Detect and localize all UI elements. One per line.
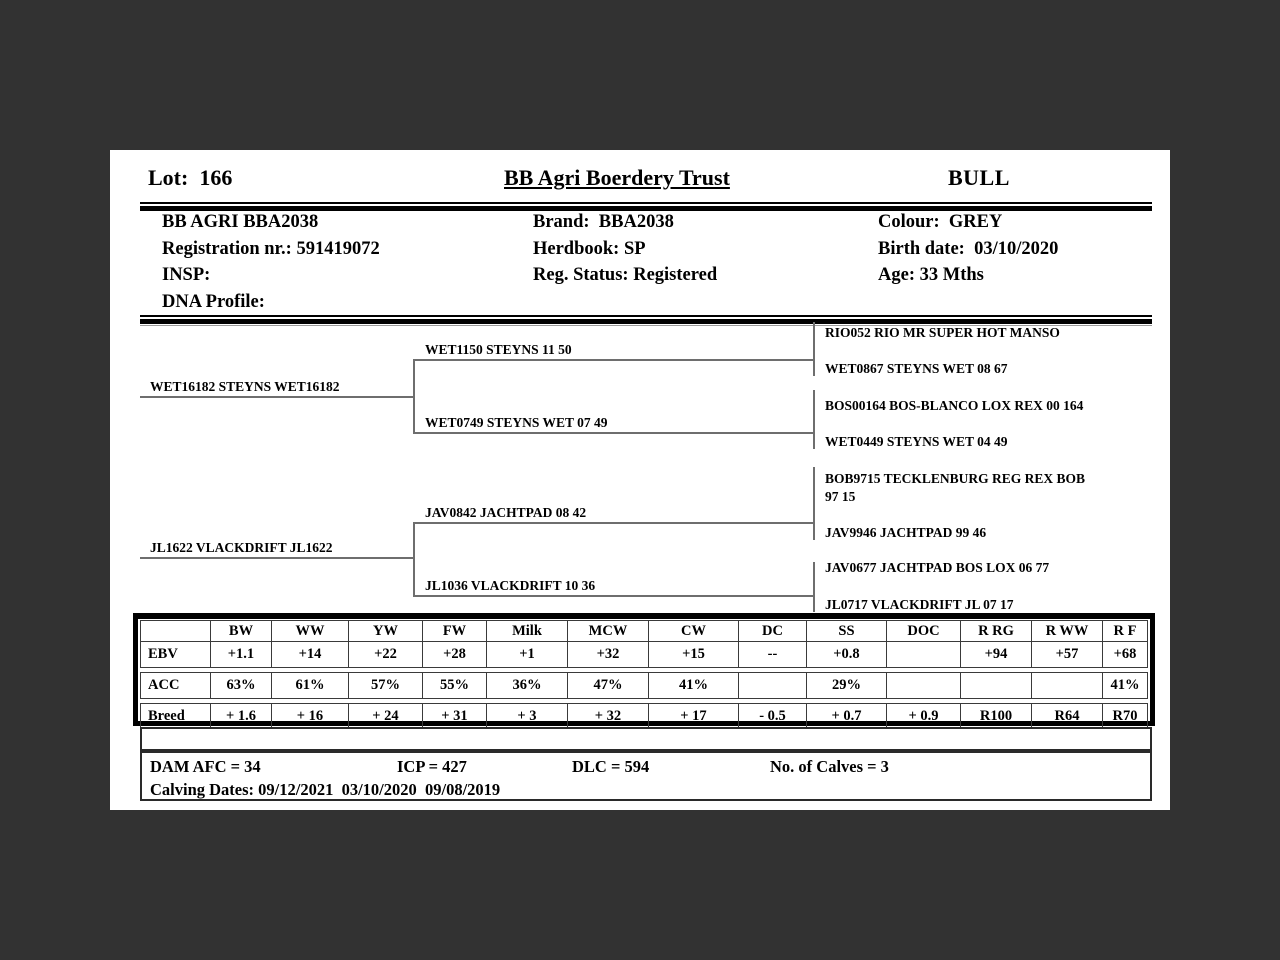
ebv-row-label: EBV (141, 642, 211, 668)
ebv-header-cell: DOC (887, 621, 961, 642)
insp: INSP: (162, 265, 211, 285)
ebv-cell: +32 (568, 642, 649, 668)
ebv-header-cell: R RG (961, 621, 1032, 642)
reg-status: Reg. Status: Registered (533, 265, 718, 285)
ebv-header-cell: DC (739, 621, 807, 642)
lot-number: Lot: 166 (148, 165, 233, 190)
ebv-cell: +57 (1032, 642, 1103, 668)
breed-cell: R70 (1103, 704, 1148, 730)
acc-row-label: ACC (141, 673, 211, 699)
dam-afc: DAM AFC = 34 (150, 757, 261, 776)
ebv-header-cell: R F (1103, 621, 1148, 642)
ebv-cell: +1 (487, 642, 568, 668)
details-row (162, 265, 1152, 292)
pedigree-dam: JL1622 VLACKDRIFT JL1622 (150, 540, 333, 555)
pedigree-great-grandparent: RIO052 RIO MR SUPER HOT MANSO (825, 325, 1060, 340)
acc-cell (1032, 673, 1103, 699)
animal-type-label: BULL (948, 165, 1010, 190)
ebv-header-cell: BW (211, 621, 272, 642)
acc-cell: 29% (807, 673, 887, 699)
dam-stats-row (150, 757, 1150, 780)
pedigree-great-grandparent: JAV0677 JACHTPAD BOS LOX 06 77 (825, 560, 1050, 575)
pedigree-great-grandparent: WET0867 STEYNS WET 08 67 (825, 361, 1008, 376)
ebv-header-cell: YW (349, 621, 423, 642)
dam-dlc: DLC = 594 (572, 757, 650, 776)
double-rule-top (140, 202, 1152, 211)
empty-row-box (140, 727, 1152, 751)
registration-number: Registration nr.: 591419072 (162, 238, 380, 259)
pedigree-connector (813, 390, 815, 449)
breed-row (141, 704, 1148, 730)
breed-cell: + 0.9 (887, 704, 961, 730)
pedigree-line (140, 557, 413, 559)
details-row (162, 212, 1152, 239)
pedigree-dam-dam: JL1036 VLACKDRIFT 10 36 (425, 578, 596, 593)
breed-cell: R100 (961, 704, 1032, 730)
pedigree-great-grandparent: JL0717 VLACKDRIFT JL 07 17 (825, 597, 1014, 612)
ebv-cell: +0.8 (807, 642, 887, 668)
acc-row (141, 673, 1148, 699)
breed-cell: + 32 (568, 704, 649, 730)
dna-profile: DNA Profile: (162, 291, 265, 312)
acc-cell (887, 673, 961, 699)
ebv-cell: +68 (1103, 642, 1148, 668)
acc-cell (739, 673, 807, 699)
acc-cell: 36% (487, 673, 568, 699)
ebv-cell: -- (739, 642, 807, 668)
ebv-header-cell: SS (807, 621, 887, 642)
pedigree-connector (413, 359, 415, 432)
acc-cell (961, 673, 1032, 699)
breed-cell: + 16 (272, 704, 349, 730)
catalog-page (110, 150, 1170, 810)
pedigree-sire-dam: WET0749 STEYNS WET 07 49 (425, 415, 608, 430)
breed-table (140, 703, 1148, 730)
ebv-header-cell: R WW (1032, 621, 1103, 642)
header-row (110, 165, 1170, 201)
pedigree-great-grandparent: WET0449 STEYNS WET 04 49 (825, 434, 1008, 449)
pedigree-great-grandparent: JAV9946 JACHTPAD 99 46 (825, 525, 987, 540)
herdbook: Herdbook: SP (533, 238, 646, 259)
acc-cell: 41% (649, 673, 739, 699)
ebv-table-box (133, 613, 1155, 726)
ebv-header-cell: FW (423, 621, 487, 642)
pedigree-connector (413, 522, 415, 595)
pedigree-connector (813, 467, 815, 540)
pedigree-sire: WET16182 STEYNS WET16182 (150, 379, 340, 394)
age: Age: 33 Mths (878, 265, 984, 285)
brand: Brand: BBA2038 (533, 212, 674, 232)
dam-icp: ICP = 427 (397, 757, 467, 776)
pedigree-sire-sire: WET1150 STEYNS 11 50 (425, 342, 572, 357)
pedigree-great-grandparent: BOB9715 TECKLENBURG REG REX BOB 97 15 (825, 471, 1086, 504)
ebv-header-cell (141, 621, 211, 642)
ebv-cell: +1.1 (211, 642, 272, 668)
breed-cell: - 0.5 (739, 704, 807, 730)
breed-cell: + 17 (649, 704, 739, 730)
ebv-cell (887, 642, 961, 668)
ebv-header-cell: Milk (487, 621, 568, 642)
breed-cell: + 3 (487, 704, 568, 730)
pedigree-line (413, 432, 813, 434)
ebv-header-cell: CW (649, 621, 739, 642)
ebv-header-cell: WW (272, 621, 349, 642)
calving-dates: Calving Dates: 09/12/2021 03/10/2020 09/08/2019 (150, 780, 501, 799)
pedigree-dam-sire: JAV0842 JACHTPAD 08 42 (425, 505, 587, 520)
breed-cell: R64 (1032, 704, 1103, 730)
dam-info-box (140, 751, 1152, 801)
pedigree-great-grandparent: BOS00164 BOS-BLANCO LOX REX 00 164 (825, 398, 1084, 413)
ebv-cell: +14 (272, 642, 349, 668)
acc-cell: 47% (568, 673, 649, 699)
pedigree-line (413, 522, 813, 524)
animal-details (162, 212, 1152, 318)
pedigree-line (140, 396, 413, 398)
breed-cell: + 24 (349, 704, 423, 730)
acc-cell: 55% (423, 673, 487, 699)
ebv-cell: +15 (649, 642, 739, 668)
ebv-cell: +22 (349, 642, 423, 668)
acc-cell: 57% (349, 673, 423, 699)
birth-date: Birth date: 03/10/2020 (878, 238, 1059, 259)
pedigree-line (413, 595, 813, 597)
ebv-cell: +94 (961, 642, 1032, 668)
acc-cell: 63% (211, 673, 272, 699)
colour: Colour: GREY (878, 212, 1003, 232)
ebv-row (141, 642, 1148, 668)
breed-cell: + 0.7 (807, 704, 887, 730)
breed-cell: + 31 (423, 704, 487, 730)
ebv-header-cell: MCW (568, 621, 649, 642)
breeder-title: BB Agri Boerdery Trust (504, 165, 730, 190)
pedigree-connector (813, 562, 815, 612)
ebv-header-row (141, 621, 1148, 642)
details-row (162, 239, 1152, 266)
pedigree-line (413, 359, 813, 361)
ebv-header-table (140, 620, 1148, 668)
pedigree-connector (813, 322, 815, 376)
ebv-cell: +28 (423, 642, 487, 668)
pedigree-chart (110, 322, 1170, 613)
acc-table (140, 672, 1148, 699)
breed-cell: + 1.6 (211, 704, 272, 730)
breed-row-label: Breed (141, 704, 211, 730)
animal-name: BB AGRI BBA2038 (162, 212, 319, 232)
acc-cell: 41% (1103, 673, 1148, 699)
acc-cell: 61% (272, 673, 349, 699)
dam-calves-count: No. of Calves = 3 (770, 757, 889, 776)
